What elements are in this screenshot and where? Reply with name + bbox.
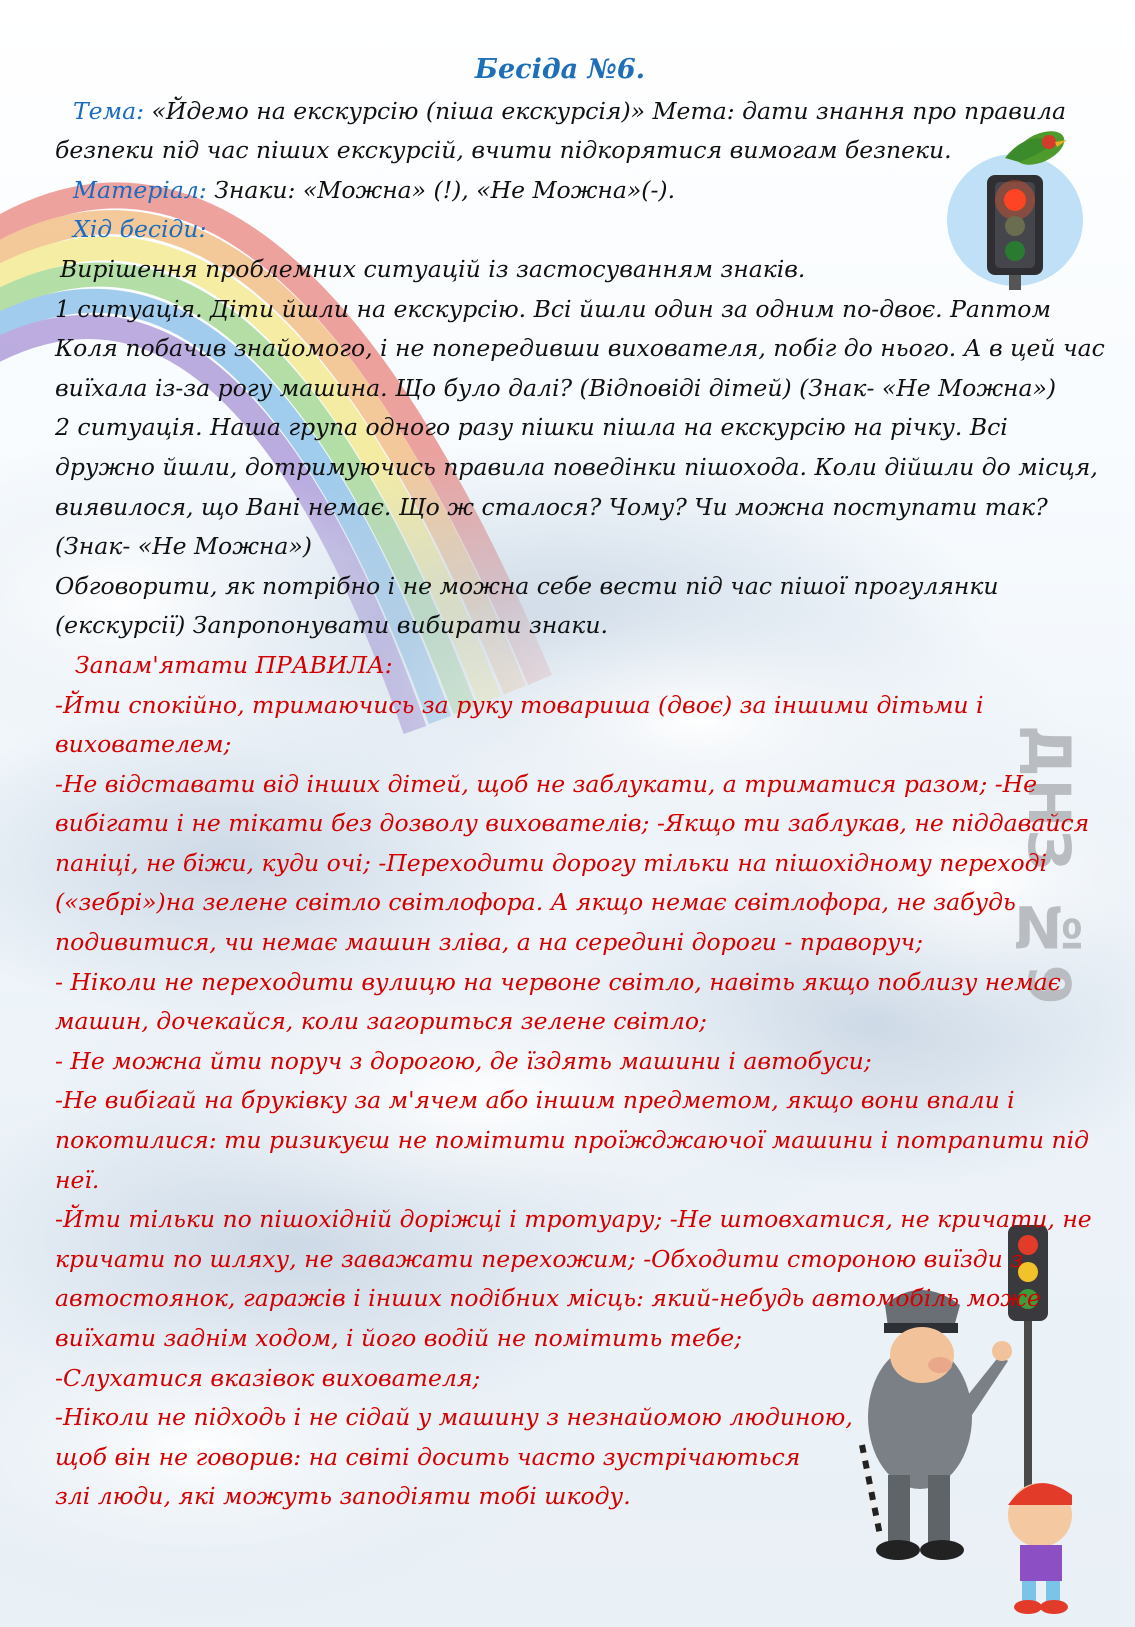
rule-line: -Слухатися вказівок вихователя; <box>55 1363 481 1392</box>
body-line: виїхала із-за рогу машина. Що було далі? (Відповіді дітей) (Знак- «Не Можна») <box>55 373 1057 402</box>
rule-line: виїхати заднім ходом, і його водій не помітить тебе; <box>55 1324 743 1352</box>
topic-label: Тема: <box>73 96 144 125</box>
rule-line: подивитися, чи немає машин зліва, а на середині дороги - праворуч; <box>55 928 924 957</box>
rule-line: вибігати і не тікати без дозволу вихователів; -Якщо ти заблукав, не піддавайся <box>55 809 1090 838</box>
body-line: Коля побачив знайомого, і не попередивши вихователя, побіг до нього. А в цей час <box>55 334 1105 363</box>
rule-line: покотилися: ти ризикуєш не помітити проїжджаючої машини і потрапити під <box>55 1126 1090 1155</box>
body-line: Обговорити, як потрібно і не можна себе вести під час пішої прогулянки <box>55 571 999 600</box>
rule-line: паніці, не біжи, куди очі; -Переходити дорогу тільки на пішохідному переході <box>55 848 1048 877</box>
rule-line: - Не можна йти поруч з дорогою, де їздять машини і автобуси; <box>55 1046 872 1075</box>
topic-line <box>55 92 1065 132</box>
rule-line: злі люди, які можуть заподіяти тобі шкоду. <box>55 1482 631 1511</box>
rules-heading: Запам'ятати ПРАВИЛА: <box>75 650 393 679</box>
rule-line: -Ніколи не підходь і не сідай у машину з незнайомою людиною, <box>55 1403 853 1432</box>
rule-line: автостоянок, гаражів і інших подібних місць: який-небудь автомобіль може <box>55 1284 1041 1313</box>
rule-line: - Ніколи не переходити вулицю на червоне світло, навіть якщо поблизу немає <box>55 967 1061 996</box>
rule-line: вихователем; <box>55 730 232 759</box>
document-body <box>55 50 1105 1517</box>
material-label: Матеріал: <box>73 175 207 204</box>
body-line: 1 ситуація. Діти йшли на екскурсію. Всі йшли один за одним по-двоє. Раптом <box>55 294 1051 323</box>
rule-line: -Йти тільки по пішохідній доріжці і тротуару; -Не штовхатися, не кричати, не <box>55 1205 1092 1234</box>
body-line: виявилося, що Вані немає. Що ж сталося? Чому? Чи можна поступати так? <box>55 492 1048 521</box>
rule-line: -Йти спокійно, тримаючись за руку товариша (двоє) за іншими дітьми і <box>55 690 984 719</box>
rule-line: кричати по шляху, не заважати перехожим; -Обходити стороною виїзди з <box>55 1244 1024 1273</box>
rule-line: («зебрі»)на зелене світло світлофора. А якщо немає світлофора, не забудь <box>55 888 1016 917</box>
rule-line: -Не вибігай на бруківку за м'ячем або іншим предметом, якщо вони впали і <box>55 1086 1015 1115</box>
progress-label: Хід бесіди: <box>73 215 207 244</box>
body-line: (екскурсії) Запропонувати вибирати знаки. <box>55 611 608 640</box>
material-text: Знаки: «Можна» (!), «Не Можна»(-). <box>214 175 676 204</box>
rule-line: неї. <box>55 1165 100 1194</box>
body-line: 2 ситуація. Наша група одного разу пішки пішла на екскурсію на річку. Всі <box>55 413 1008 442</box>
material-line <box>55 171 1065 211</box>
rule-line: машин, дочекайся, коли загориться зелене світло; <box>55 1007 707 1036</box>
rule-line: щоб він не говорив: на світі досить часто зустрічаються <box>55 1442 801 1471</box>
watermark: ДНЗ №9 <box>1015 725 1083 1007</box>
body-line: Вирішення проблемних ситуацій із застосуванням знаків. <box>60 254 806 283</box>
rule-line: -Не відставати від інших дітей, щоб не заблукати, а триматися разом; -Не <box>55 769 1038 798</box>
body-line: дружно йшли, дотримуючись правила поведінки пішохода. Коли дійшли до місця, <box>55 452 1098 481</box>
body-line: (Знак- «Не Можна») <box>55 532 312 561</box>
topic-text: «Йдемо на екскурсію (піша екскурсія)» Мета: дати знання про правила <box>151 96 1066 125</box>
page-title: Бесіда №6. <box>474 54 646 85</box>
topic-text-cont: безпеки під час піших екскурсій, вчити підкорятися вимогам безпеки. <box>55 136 952 165</box>
